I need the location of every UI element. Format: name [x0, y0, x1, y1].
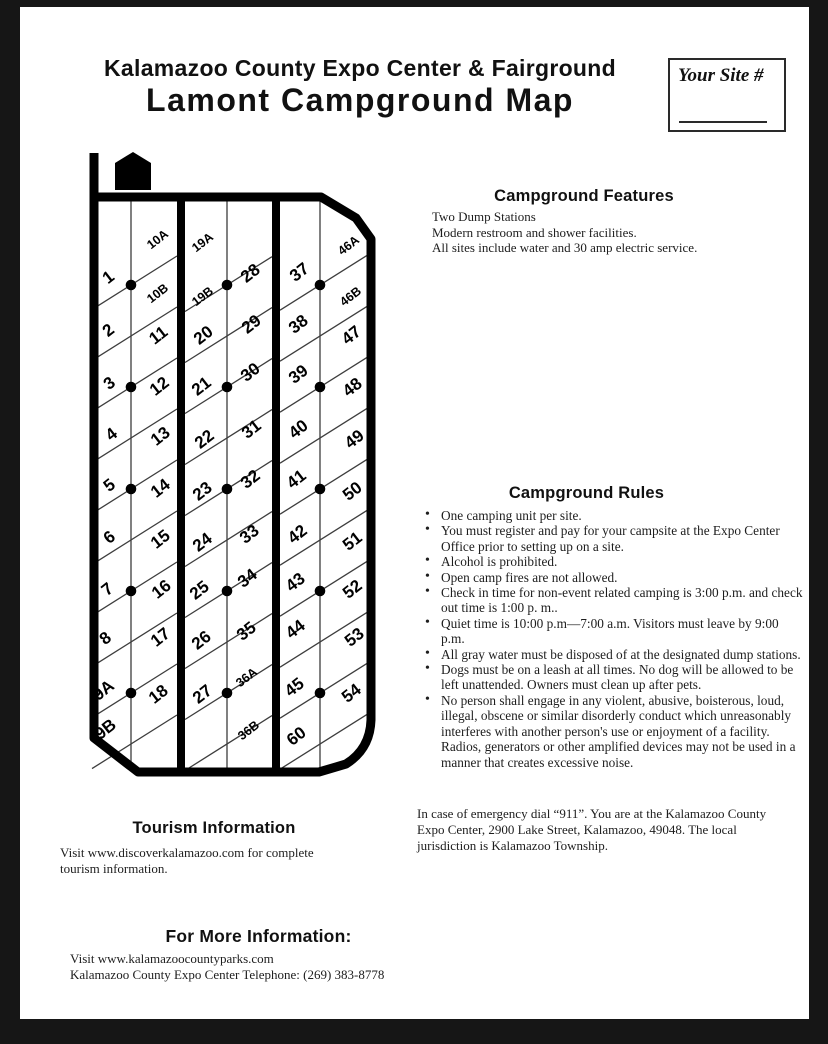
rule-item: • Alcohol is prohibited. — [422, 554, 804, 569]
site-label: 45 — [281, 673, 308, 701]
site-boundary-line — [185, 716, 272, 771]
page-title: Kalamazoo County Expo Center & Fairground — [104, 55, 616, 81]
site-label: 48 — [339, 373, 366, 401]
rule-item: • One camping unit per site. — [422, 508, 804, 523]
site-label: 47 — [338, 321, 365, 349]
site-label: 51 — [339, 527, 366, 555]
rule-item: • Dogs must be on a leash at all times. No dog will be allowed to be left unattended. Owners must clean up after pets. — [422, 662, 804, 693]
your-site-box — [668, 58, 786, 132]
site-label: 27 — [189, 680, 216, 708]
site-label: 25 — [186, 576, 213, 604]
site-label: 19B — [189, 283, 216, 310]
hookup-dot — [315, 484, 326, 495]
site-label: 28 — [237, 259, 264, 287]
site-label: 5 — [99, 474, 119, 496]
site-label: 42 — [284, 520, 311, 548]
rules-list — [422, 508, 804, 770]
site-label: 36A — [233, 664, 260, 691]
hookup-dot — [222, 484, 233, 495]
site-label: 3 — [99, 372, 119, 394]
site-label: 4 — [101, 423, 121, 445]
hookup-dot — [315, 688, 326, 699]
site-label: 37 — [286, 258, 313, 286]
site-label: 46B — [337, 283, 364, 310]
hookup-dot — [222, 586, 233, 597]
site-label: 46A — [335, 232, 362, 259]
site-label: 20 — [190, 321, 217, 349]
site-label: 21 — [188, 372, 215, 400]
site-label: 18 — [145, 680, 172, 708]
hookup-dot — [222, 280, 233, 291]
site-label: 22 — [191, 425, 218, 453]
more-info-heading: For More Information: — [165, 926, 352, 946]
site-label: 31 — [238, 415, 265, 443]
site-label: 43 — [282, 568, 309, 596]
site-label: 9B — [90, 715, 120, 744]
site-label: 54 — [338, 679, 365, 707]
hookup-dot — [222, 688, 233, 699]
site-label: 14 — [147, 474, 174, 502]
hookup-dot — [126, 586, 137, 597]
text-line: Kalamazoo County Expo Center Telephone: (269) 383-8778 — [70, 966, 385, 982]
hookup-dot — [126, 484, 137, 495]
site-label: 13 — [147, 422, 174, 450]
site-label: 44 — [282, 615, 309, 643]
site-label: 53 — [341, 623, 368, 651]
document-header — [50, 55, 670, 119]
rule-item: • Quiet time is 10:00 p.m—7:00 a.m. Visitors must leave by 9:00 p.m. — [422, 616, 804, 647]
your-site-blank-line — [679, 121, 767, 123]
hookup-dot — [222, 382, 233, 393]
rule-item: • Check in time for non-event related camping is 3:00 p.m. and check out time is 1:00 p. m.. — [422, 585, 804, 616]
site-label: 11 — [145, 322, 172, 349]
text-line: Modern restroom and shower facilities. — [432, 224, 637, 240]
hookup-dot — [126, 382, 137, 393]
text-line: All sites include water and 30 amp electric service. — [432, 240, 698, 255]
site-label: 30 — [237, 358, 264, 386]
site-label: 35 — [233, 617, 260, 645]
site-label: 10A — [144, 226, 171, 253]
hookup-dot — [315, 382, 326, 393]
site-label: 23 — [189, 477, 216, 505]
hookup-dot — [315, 586, 326, 597]
your-site-label: Your Site # — [678, 65, 764, 86]
site-label: 36B — [235, 717, 262, 744]
site-label: 24 — [189, 528, 216, 556]
site-label: 9A — [88, 676, 118, 705]
hookup-dot — [315, 280, 326, 291]
site-label: 26 — [188, 626, 215, 654]
site-label: 34 — [234, 564, 261, 592]
site-label: 33 — [236, 520, 263, 548]
site-label: 16 — [148, 575, 175, 603]
site-label: 10B — [144, 280, 171, 307]
site-label: 17 — [147, 623, 174, 651]
site-label: 38 — [285, 310, 312, 338]
site-label: 49 — [341, 425, 368, 453]
rule-item: • No person shall engage in any violent, abusive, boisterous, loud, illegal, obscene or similar disorderly conduct which unreasonably interferes with another person's use or enjoyment of a facility. Radios, generators or other amplified devices may not be used in a manner that creates excessive noise. — [422, 693, 804, 770]
tourism-text: Visit www.discoverkalamazoo.com for complete tourism information. — [60, 845, 314, 876]
text-line: Visit www.kalamazoocountyparks.com — [70, 951, 274, 966]
more-info-text — [70, 951, 450, 983]
site-label: 40 — [285, 415, 312, 443]
rule-item: • Open camp fires are not allowed. — [422, 570, 804, 585]
document-page — [20, 7, 809, 1019]
hookup-dot — [126, 280, 137, 291]
tourism-heading: Tourism Information — [132, 819, 296, 837]
rule-item: • All gray water must be disposed of at the designated dump stations. — [422, 647, 804, 662]
site-label: 60 — [283, 722, 310, 750]
site-label: 19A — [189, 229, 216, 256]
site-label: 12 — [146, 372, 173, 400]
features-text — [432, 209, 742, 256]
site-label: 15 — [147, 525, 174, 553]
site-label: 1 — [98, 266, 118, 288]
rules-heading: Campground Rules — [508, 484, 665, 502]
site-label: 7 — [97, 578, 117, 600]
site-label: 50 — [339, 477, 366, 505]
site-label: 41 — [283, 465, 310, 493]
site-label: 6 — [99, 526, 119, 548]
hookup-dot — [126, 688, 137, 699]
rule-item: • You must register and pay for your campsite at the Expo Center Office prior to setting up on a site. — [422, 523, 804, 554]
site-label: 29 — [238, 310, 265, 338]
site-label: 32 — [237, 465, 264, 493]
site-label: 2 — [98, 319, 118, 341]
site-label: 39 — [285, 360, 312, 388]
text-line: Two Dump Stations — [432, 209, 536, 224]
site-label: 52 — [339, 575, 366, 603]
map-svg — [70, 142, 420, 797]
site-label: 8 — [95, 627, 115, 649]
features-heading: Campground Features — [494, 187, 674, 205]
emergency-note: In case of emergency dial “911”. You are at the Kalamazoo County Expo Center, 2900 Lake Street, Kalamazoo, 49048. The local jurisdiction is Kalamazoo Township. — [417, 806, 767, 853]
campground-map — [70, 142, 420, 797]
page-subtitle: Lamont Campground Map — [146, 82, 574, 118]
restroom-label: RR — [122, 170, 144, 185]
